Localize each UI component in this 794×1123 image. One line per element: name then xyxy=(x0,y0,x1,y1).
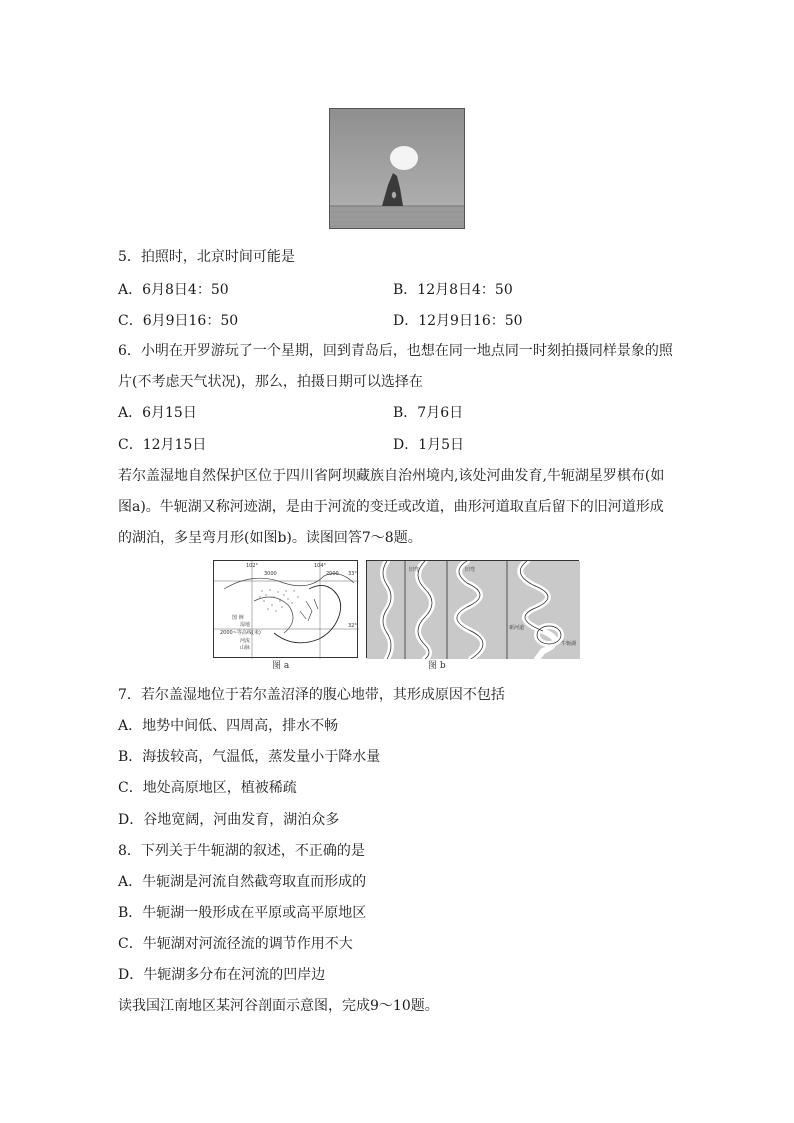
q6-option-d: D．1月5日 xyxy=(393,437,465,453)
figure-a-graphic xyxy=(214,561,359,659)
fig-b-label-new-channel: 新河道 xyxy=(509,625,525,631)
q6-stem-line1: 6．小明在开罗游玩了一个星期，回到青岛后，也想在同一地点同一时刻拍摄同样景象的照 xyxy=(118,343,673,359)
fig-a-lat-32: 32° xyxy=(348,623,357,629)
fig-b-label-old-bend-2: 旧弯 xyxy=(465,567,476,573)
fig-b-label-oxbow-lake: 牛轭湖 xyxy=(561,641,577,647)
q8-option-c: C．牛轭湖对河流径流的调节作用不大 xyxy=(118,936,353,952)
fig-a-legend-title: 图 例 xyxy=(232,615,244,621)
q5-stem: 5．拍照时，北京时间可能是 xyxy=(118,249,295,265)
q6-option-a: A．6月15日 xyxy=(118,405,197,421)
q5-option-a: A．6月8日4：50 xyxy=(118,282,229,298)
q7-option-d: D．谷地宽阔，河曲发育，湖泊众多 xyxy=(118,812,340,828)
q5-option-b: B．12月8日4：50 xyxy=(393,282,513,298)
q5-option-c: C．6月9日16：50 xyxy=(118,313,239,329)
q6-option-b: B．7月6日 xyxy=(393,405,464,421)
figure-a-caption: 图 a xyxy=(272,661,290,671)
q7-option-c: C．地处高原地区，植被稀疏 xyxy=(118,780,297,796)
fig-a-lon-104: 104° xyxy=(314,563,327,569)
sunset-photo xyxy=(329,108,465,229)
q7-option-a: A．地势中间低、四周高，排水不畅 xyxy=(118,718,339,734)
passage-line2: 图a)。牛轭湖又称河迹湖，是由于河流的变迁或改道，曲形河道取直后留下的旧河道形成 xyxy=(118,499,664,515)
q8-option-b: B．牛轭湖一般形成在平原或高平原地区 xyxy=(118,905,367,921)
q5-option-d: D．12月9日16：50 xyxy=(393,313,523,329)
fig-b-label-old-bend-1: 旧弯 xyxy=(409,567,420,573)
fig-a-legend-wetland: 湿地 xyxy=(240,622,251,628)
q8-option-d: D．牛轭湖多分布在河流的凹岸边 xyxy=(118,967,326,983)
q8-option-a: A．牛轭湖是河流自然截弯取直而形成的 xyxy=(118,874,367,890)
fig-a-lat-33: 33° xyxy=(348,571,357,577)
q6-option-c: C．12月15日 xyxy=(118,437,207,453)
sunset-photo-graphic xyxy=(330,109,465,229)
wetland-dots xyxy=(259,589,298,611)
passage-line3: 的湖泊，多呈弯月形(如图b)。读图回答7～8题。 xyxy=(118,530,422,546)
passage-line1: 若尔盖湿地自然保护区位于四川省阿坝藏族自治州境内,该处河曲发育,牛轭湖星罗棋布(如 xyxy=(118,468,665,484)
q7-stem: 7．若尔盖湿地位于若尔盖沼泽的腹心地带，其形成原因不包括 xyxy=(118,687,505,703)
figure-b-caption: 图 b xyxy=(428,661,446,671)
q9-intro: 读我国江南地区某河谷剖面示意图，完成9～10题。 xyxy=(118,998,439,1014)
fig-a-contour-2000: 2000 xyxy=(326,571,339,577)
figure-a-map xyxy=(213,560,358,658)
fig-a-lon-102: 102° xyxy=(246,563,259,569)
q7-option-b: B．海拔较高，气温低，蒸发量小于降水量 xyxy=(118,749,381,765)
fig-a-contour-3000: 3000 xyxy=(264,571,277,577)
q6-stem-line2: 片(不考虑天气状况)，那么，拍摄日期可以选择在 xyxy=(118,374,423,390)
q8-stem: 8．下列关于牛轭湖的叙述，不正确的是 xyxy=(118,843,365,859)
fig-a-legend-mountain: 山脉 xyxy=(240,645,251,651)
figure-b-meanders xyxy=(366,560,579,658)
fig-a-legend-contour: 2000~等高线(米) xyxy=(220,630,261,636)
figure-b-graphic xyxy=(367,561,580,659)
fig-a-legend-river: 河流 xyxy=(240,638,251,644)
